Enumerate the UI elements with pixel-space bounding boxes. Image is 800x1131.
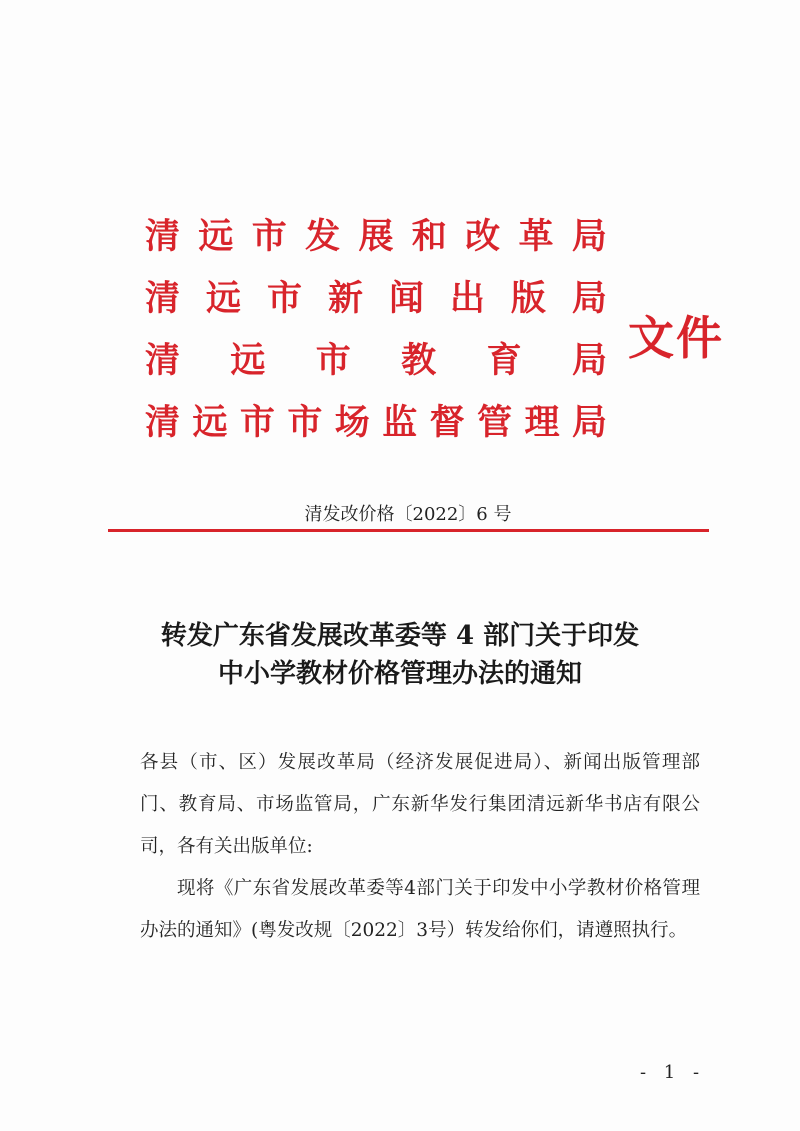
issuer-line-1: 清 远 市 发 展 和 改 革 局 bbox=[145, 216, 607, 257]
document-suffix: 文件 bbox=[628, 311, 724, 365]
title-line-2: 中小学教材价格管理办法的通知 bbox=[217, 659, 582, 689]
red-divider bbox=[108, 529, 709, 532]
body-paragraph: 现将《广东省发展改革委等4部门关于印发中小学教材价格管理办法的通知》(粤发改规〔2022〕3号）转发给你们，请遵照执行。 bbox=[140, 878, 700, 941]
title-line-1: 转发广东省发展改革委等 4 部门关于印发 bbox=[160, 621, 640, 651]
document-body bbox=[140, 742, 700, 952]
page-number: - 1 - bbox=[640, 1062, 706, 1083]
addressee: 各县（市、区）发展改革局（经济发展促进局）、新闻出版管理部门、教育局、市场监管局，广东新华发行集团清远新华书店有限公司，各有关出版单位: bbox=[140, 752, 700, 857]
document-number: 清发改价格〔2022〕6 号 bbox=[304, 504, 512, 525]
issuer-line-2: 清 远 市 新 闻 出 版 局 bbox=[145, 278, 607, 319]
issuer-line-3: 清 远 市 教 育 局 bbox=[145, 340, 607, 381]
issuer-line-4: 清 远 市 市 场 监 督 管 理 局 bbox=[145, 402, 607, 443]
